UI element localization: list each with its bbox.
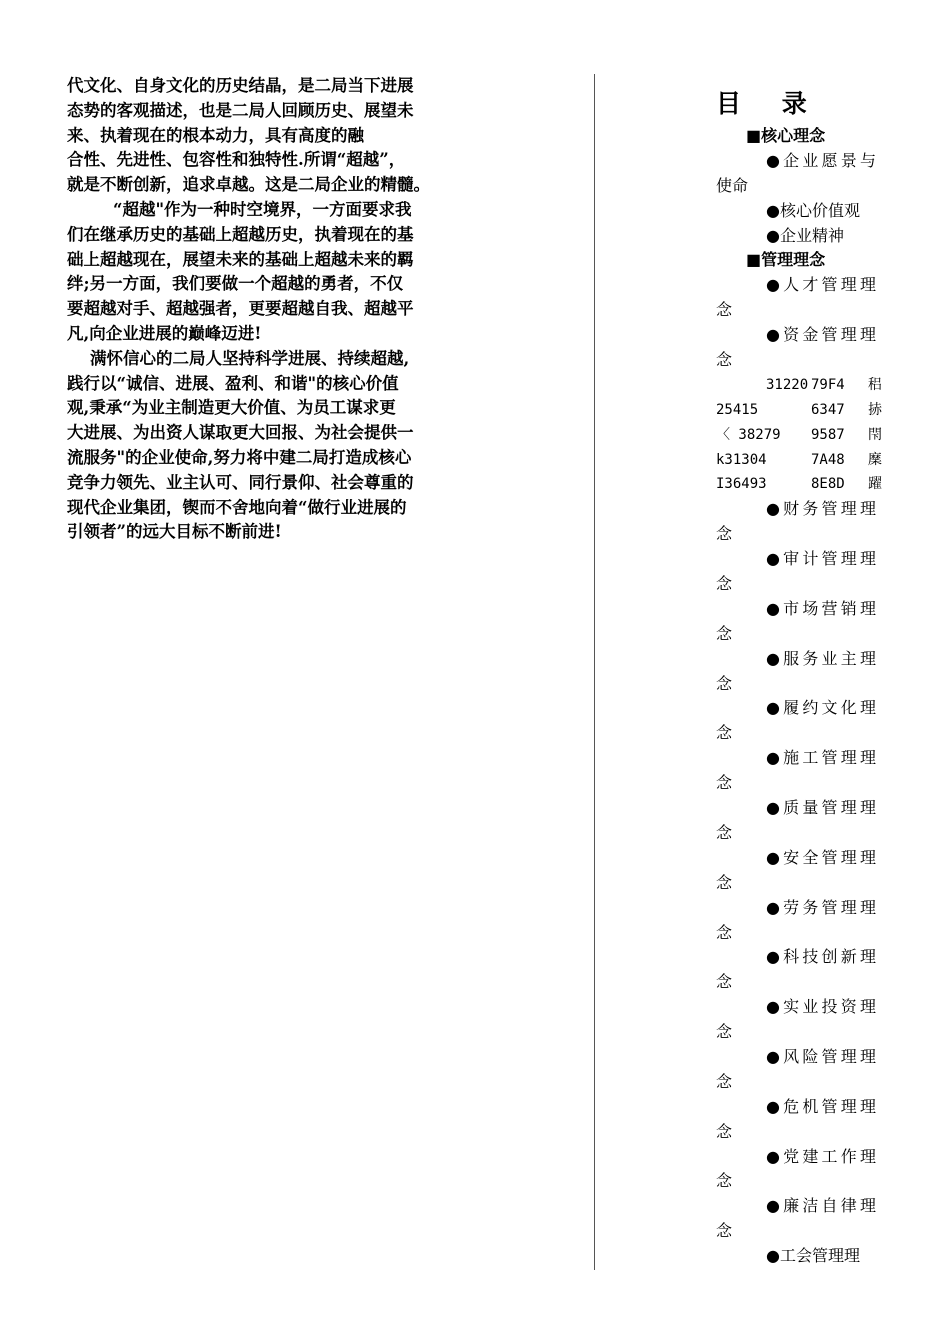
toc-item[interactable]: ●审计管理理 <box>766 549 880 569</box>
code-cell: 穈 <box>868 451 882 468</box>
body-line: 态势的客观描述，也是二局人回顾历史、展望未 <box>67 100 414 120</box>
code-cell: 8E8D <box>811 476 845 493</box>
toc-item[interactable]: ●资金管理理 <box>766 325 880 345</box>
toc-item-continuation[interactable]: 念 <box>716 300 733 320</box>
toc-item-continuation[interactable]: 念 <box>716 1071 733 1091</box>
code-cell: 25415 <box>716 401 759 418</box>
body-line: 满怀信心的二局人坚持科学进展、持续超越, <box>67 348 410 368</box>
toc-item-continuation[interactable]: 念 <box>716 350 733 370</box>
toc-item[interactable]: ●履约文化理 <box>766 698 880 718</box>
code-cell: 閇 <box>868 426 882 443</box>
column-divider <box>594 74 595 1270</box>
toc-item[interactable]: ●党建工作理 <box>766 1146 880 1166</box>
body-line: 践行以“诚信、进展、盈利、和谐"的核心价值 <box>67 373 399 393</box>
toc-item[interactable]: ●工会管理理 <box>766 1246 860 1266</box>
body-line: “超越"作为一种时空境界，一方面要求我 <box>67 199 412 219</box>
code-cell: 79F4 <box>811 376 845 393</box>
code-cell: 7A48 <box>811 451 845 468</box>
code-cell: 6347 <box>811 401 845 418</box>
toc-item-continuation[interactable]: 念 <box>716 673 733 693</box>
toc-item-continuation[interactable]: 念 <box>716 524 733 544</box>
body-line: 凡,向企业进展的巅峰迈进! <box>67 323 262 343</box>
toc-item[interactable]: ●人才管理理 <box>766 275 880 295</box>
toc-title: 目 录 <box>716 89 823 118</box>
toc-item[interactable]: ●核心价值观 <box>766 200 860 220</box>
body-line: 础上超越现在，展望未来的基础上超越未来的羁 <box>67 249 414 269</box>
toc-item[interactable]: ●廉洁自律理 <box>766 1196 880 1216</box>
table-of-contents <box>716 124 884 1269</box>
toc-item-continuation[interactable]: 念 <box>716 574 733 594</box>
toc-item[interactable]: ●科技创新理 <box>766 947 880 967</box>
body-line: 代文化、自身文化的历史结晶，是二局当下进展 <box>67 76 414 95</box>
toc-item[interactable]: ●财务管理理 <box>766 499 880 519</box>
code-cell: 9587 <box>811 426 845 443</box>
toc-item-continuation[interactable]: 念 <box>716 773 733 793</box>
garbled-code-line <box>716 398 884 423</box>
body-line: 观,秉承“为业主制造更大价值、为员工谋求更 <box>67 398 396 418</box>
toc-item-continuation[interactable]: 念 <box>716 822 733 842</box>
toc-item[interactable]: ●施工管理理 <box>766 748 880 768</box>
code-cell: I36493 <box>716 476 767 493</box>
toc-item-continuation[interactable]: 念 <box>716 1171 733 1191</box>
body-line: 绊;另一方面，我们要做一个超越的勇者，不仅 <box>67 274 404 294</box>
toc-item-continuation[interactable]: 念 <box>716 1221 733 1241</box>
toc-item[interactable]: ●市场营销理 <box>766 598 880 618</box>
toc-item-continuation[interactable]: 念 <box>716 922 733 942</box>
code-cell: 稆 <box>868 376 882 393</box>
code-cell: 31220 <box>766 376 809 393</box>
code-cell: 躍 <box>868 476 882 493</box>
toc-item[interactable]: ●劳务管理理 <box>766 897 880 917</box>
toc-item-continuation[interactable]: 念 <box>716 723 733 743</box>
garbled-code-line <box>716 448 884 473</box>
body-line: 来、执着现在的根本动力，具有高度的融 <box>67 125 364 145</box>
body-line: 引领者”的远大目标不断前进! <box>67 522 282 542</box>
toc-item[interactable]: ●实业投资理 <box>766 997 880 1017</box>
body-line: 就是不断创新，追求卓越。这是二局企业的精髓。 <box>67 175 430 195</box>
toc-item-continuation[interactable]: 念 <box>716 872 733 892</box>
toc-item-continuation[interactable]: 念 <box>716 972 733 992</box>
toc-item-continuation[interactable]: 使命 <box>716 175 749 195</box>
toc-item[interactable]: ●企业愿景与 <box>766 150 880 170</box>
toc-section[interactable]: ■核心理念 <box>746 126 826 145</box>
toc-item-continuation[interactable]: 念 <box>716 1121 733 1141</box>
toc-item[interactable]: ●质量管理理 <box>766 798 880 818</box>
body-text <box>67 74 480 545</box>
code-cell: 〈 38279 <box>716 426 781 443</box>
toc-section[interactable]: ■管理理念 <box>746 250 826 270</box>
toc-item-continuation[interactable]: 念 <box>716 1022 733 1042</box>
body-line: 们在继承历史的基础上超越历史，执着现在的基 <box>67 224 414 244</box>
toc-item[interactable]: ●服务业主理 <box>766 648 880 668</box>
toc-item[interactable]: ●安全管理理 <box>766 847 880 867</box>
toc-item-continuation[interactable]: 念 <box>716 623 733 643</box>
body-line: 合性、先进性、包容性和独特性.所谓“超越”， <box>67 150 406 170</box>
body-line: 现代企业集团，锲而不舍地向着“做行业进展的 <box>67 497 407 517</box>
body-line: 竞争力领先、业主认可、同行景仰、社会尊重的 <box>67 472 414 492</box>
body-line: 要超越对手、超越强者，更要超越自我、超越平 <box>67 299 414 319</box>
garbled-code-line <box>716 423 884 448</box>
body-line: 流服务"的企业使命,努力将中建二局打造成核心 <box>67 447 412 467</box>
garbled-code-line <box>716 472 884 497</box>
toc-item[interactable]: ●风险管理理 <box>766 1046 880 1066</box>
toc-item[interactable]: ●企业精神 <box>766 225 844 245</box>
toc-item[interactable]: ●危机管理理 <box>766 1096 880 1116</box>
garbled-code-line <box>716 373 884 398</box>
code-cell: k31304 <box>716 451 767 468</box>
code-cell: 捇 <box>868 401 882 418</box>
body-line: 大进展、为出资人谋取更大回报、为社会提供一 <box>67 423 414 443</box>
